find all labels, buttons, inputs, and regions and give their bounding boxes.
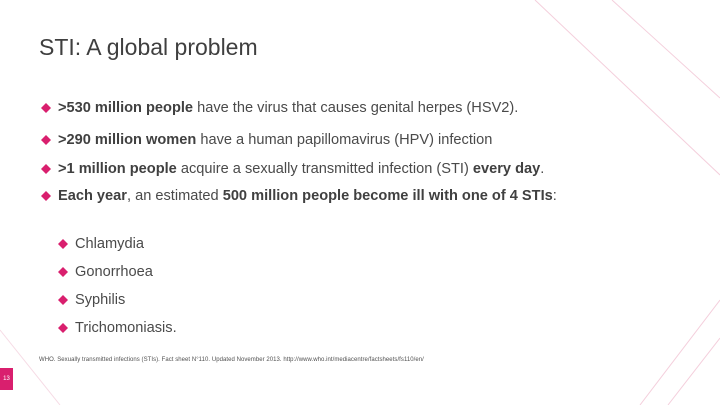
diamond-bullet-icon [58, 267, 68, 277]
slide-title: STI: A global problem [39, 34, 258, 60]
sub-bullet-text: Syphilis [75, 292, 126, 308]
diamond-bullet-icon [58, 295, 68, 305]
sub-bullet-item [58, 235, 358, 253]
bullet-item [41, 131, 701, 149]
bullet-item [41, 99, 701, 117]
bullet-rest: have a human papillomavirus (HPV) infection [196, 132, 493, 148]
sub-bullet-item [58, 263, 358, 281]
bullet-lead: >290 million women [58, 132, 197, 148]
bullet-item [41, 160, 701, 178]
page-number: 13 [0, 368, 13, 390]
bullet-lead: >1 million people [58, 161, 177, 177]
bullet-end: . [540, 161, 545, 177]
diamond-bullet-icon [58, 323, 68, 333]
bullet-lead: >530 million people [58, 100, 194, 116]
bullet-emphasis: 500 million people become ill with one of 4 STIs [222, 188, 553, 204]
diamond-bullet-icon [41, 135, 51, 145]
diamond-bullet-icon [58, 239, 68, 249]
bullet-mid: , an estimated [126, 188, 223, 204]
diamond-bullet-icon [41, 164, 51, 174]
bullet-emphasis: every day [472, 161, 541, 177]
sub-bullet-text: Gonorrhoea [75, 264, 153, 280]
bullet-end: : [552, 188, 557, 204]
sub-bullet-text: Chlamydia [75, 236, 144, 252]
diamond-bullet-icon [41, 191, 51, 201]
bullet-text [41, 187, 561, 205]
diamond-bullet-icon [41, 103, 51, 113]
bullet-item [41, 187, 561, 205]
source-citation: WHO. Sexually transmitted infections (STIs). Fact sheet N°110. Updated November 2013. http://www.who.int/mediacentre/factsheets/fs110/en/ [39, 357, 424, 363]
bullet-text [41, 160, 701, 178]
sub-bullet-text: Trichomoniasis. [75, 320, 177, 336]
bullet-mid: acquire a sexually transmitted infection (STI) [176, 161, 473, 177]
bullet-text [41, 131, 701, 149]
bullet-rest: have the virus that causes genital herpes (HSV2). [193, 100, 519, 116]
bullet-text [41, 99, 701, 117]
sub-bullet-item [58, 291, 358, 309]
sub-bullet-item [58, 319, 358, 337]
bullet-lead: Each year [58, 188, 127, 204]
